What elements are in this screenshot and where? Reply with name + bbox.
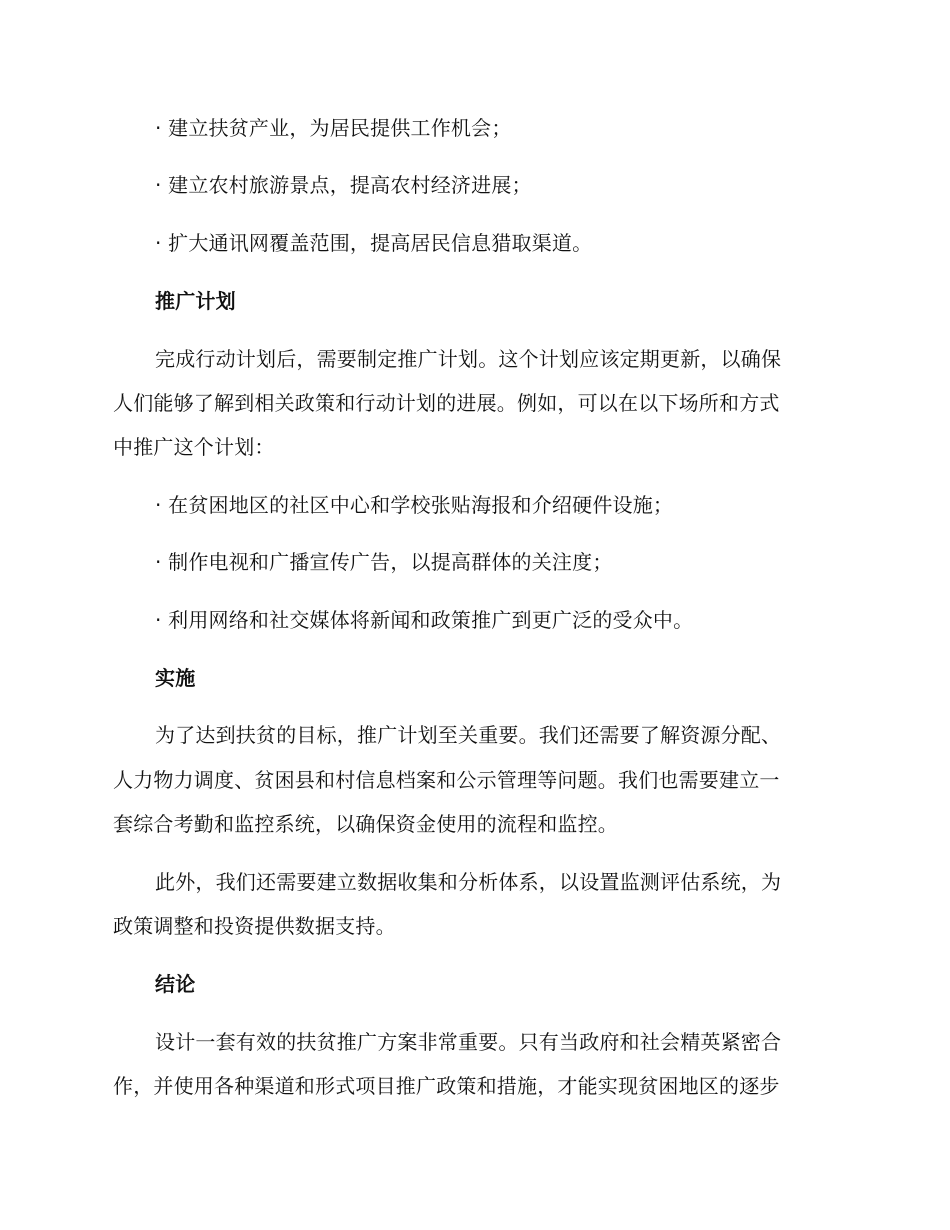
paragraph-line: 此外，我们还需要建立数据收集和分析体系，以设置监测评估系统，为 bbox=[155, 870, 782, 894]
list-item: · 扩大通讯网覆盖范围，提高居民信息猎取渠道。 bbox=[155, 231, 593, 255]
list-item: · 制作电视和广播宣传广告，以提高群体的关注度； bbox=[155, 550, 613, 574]
paragraph-line: 为了达到扶贫的目标，推广计划至关重要。我们还需要了解资源分配、 bbox=[155, 723, 782, 747]
paragraph-line: 作，并使用各种渠道和形式项目推广政策和措施，才能实现贫困地区的逐步 bbox=[113, 1074, 780, 1098]
list-item: · 建立农村旅游景点，提高农村经济进展； bbox=[155, 173, 532, 197]
paragraph-line: 套综合考勤和监控系统，以确保资金使用的流程和监控。 bbox=[113, 812, 618, 836]
list-item: · 建立扶贫产业，为居民提供工作机会； bbox=[155, 116, 512, 140]
paragraph-line: 人们能够了解到相关政策和行动计划的进展。例如，可以在以下场所和方式 bbox=[113, 391, 780, 415]
paragraph-line: 中推广这个计划： bbox=[113, 435, 275, 459]
section-heading-conclusion: 结论 bbox=[155, 972, 196, 996]
paragraph-line: 人力物力调度、贫困县和村信息档案和公示管理等问题。我们也需要建立一 bbox=[113, 768, 780, 792]
list-item: · 在贫困地区的社区中心和学校张贴海报和介绍硬件设施； bbox=[155, 493, 674, 517]
paragraph-line: 政策调整和投资提供数据支持。 bbox=[113, 914, 396, 938]
section-heading-implementation: 实施 bbox=[155, 666, 196, 690]
section-heading-promotion: 推广计划 bbox=[155, 289, 236, 313]
paragraph-line: 设计一套有效的扶贫推广方案非常重要。只有当政府和社会精英紧密合 bbox=[155, 1030, 782, 1054]
list-item: · 利用网络和社交媒体将新闻和政策推广到更广泛的受众中。 bbox=[155, 608, 694, 632]
paragraph-line: 完成行动计划后，需要制定推广计划。这个计划应该定期更新，以确保 bbox=[155, 347, 782, 371]
